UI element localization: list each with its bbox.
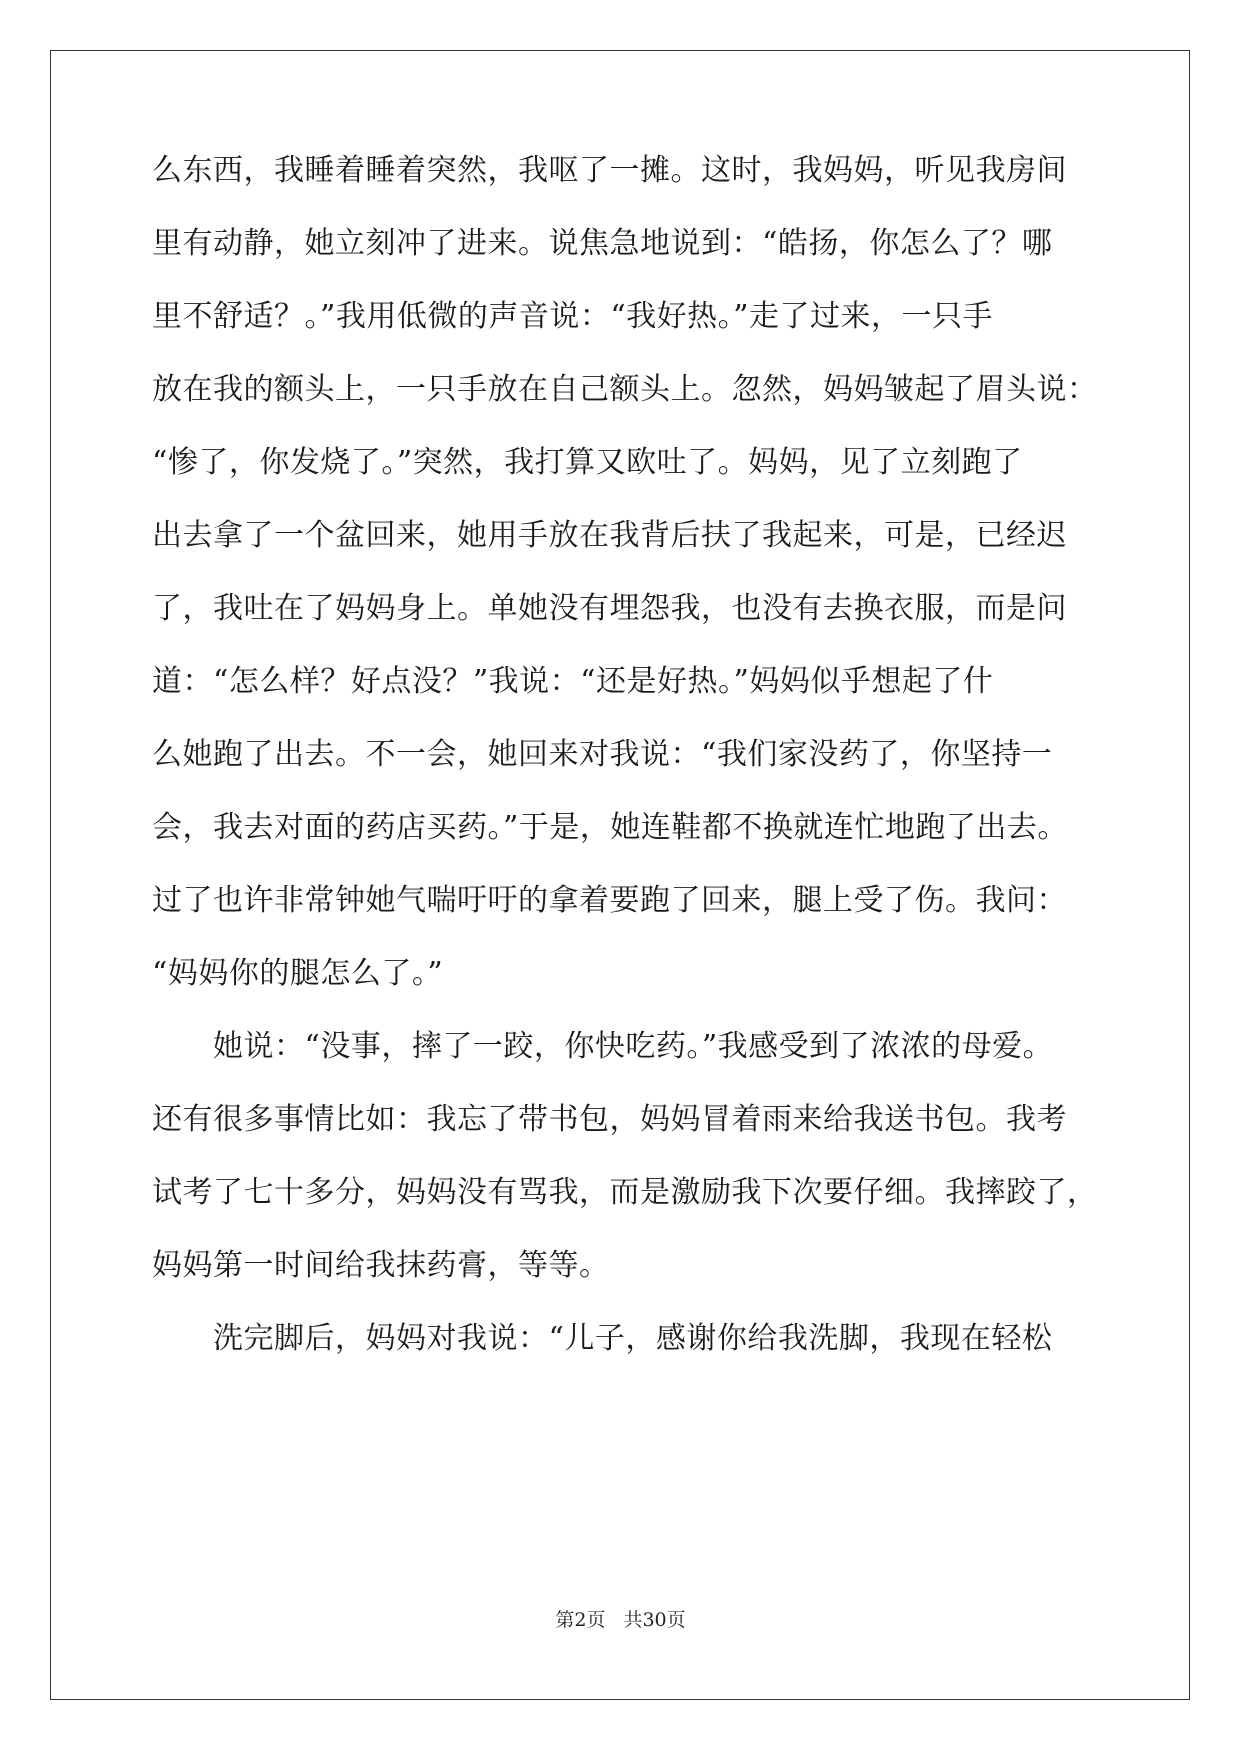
text-line: 么她跑了出去。不一会，她回来对我说：“我们家没药了，你坚持一	[152, 737, 1053, 772]
text-line: 洗完脚后，妈妈对我说：“儿子，感谢你给我洗脚，我现在轻松	[152, 1321, 1053, 1356]
page-total: 共30页	[623, 1609, 686, 1631]
text-line: 么东西，我睡着睡着突然，我呕了一摊。这时，我妈妈，听见我房间	[152, 153, 1067, 188]
page-footer	[0, 1608, 1241, 1632]
text-line: 还有很多事情比如：我忘了带书包，妈妈冒着雨来给我送书包。我考	[152, 1102, 1067, 1137]
text-line: 了，我吐在了妈妈身上。单她没有埋怨我，也没有去换衣服，而是问	[152, 591, 1067, 626]
text-line: 会，我去对面的药店买药。”于是，她连鞋都不换就连忙地跑了出去。	[152, 810, 1068, 845]
text-line: “妈妈你的腿怎么了。”	[152, 956, 444, 991]
text-line: 妈妈第一时间给我抹药膏，等等。	[152, 1248, 610, 1283]
text-line: 过了也许非常钟她气喘吁吁的拿着要跑了回来，腿上受了伤。我问：	[152, 883, 1067, 918]
text-line: 她说：“没事，摔了一跤，你快吃药。”我感受到了浓浓的母爱。	[152, 1029, 1054, 1064]
text-line: “惨了，你发烧了。”突然，我打算又欧吐了。妈妈，见了立刻跑了	[152, 445, 1023, 480]
text-line: 道：“怎么样？好点没？”我说：“还是好热。”妈妈似乎想起了什	[152, 664, 994, 699]
text-line: 出去拿了一个盆回来，她用手放在我背后扶了我起来，可是，已经迟	[152, 518, 1067, 553]
text-line: 里有动静，她立刻冲了进来。说焦急地说到：“皓扬，你怎么了？哪	[152, 226, 1053, 261]
text-line: 里不舒适？。”我用低微的声音说：“我好热。”走了过来，一只手	[152, 299, 994, 334]
page-number: 第2页	[555, 1609, 606, 1631]
text-line: 放在我的额头上，一只手放在自己额头上。忽然，妈妈皱起了眉头说：	[152, 372, 1098, 407]
text-line: 试考了七十多分，妈妈没有骂我，而是激励我下次要仔细。我摔跤了，	[152, 1175, 1098, 1210]
